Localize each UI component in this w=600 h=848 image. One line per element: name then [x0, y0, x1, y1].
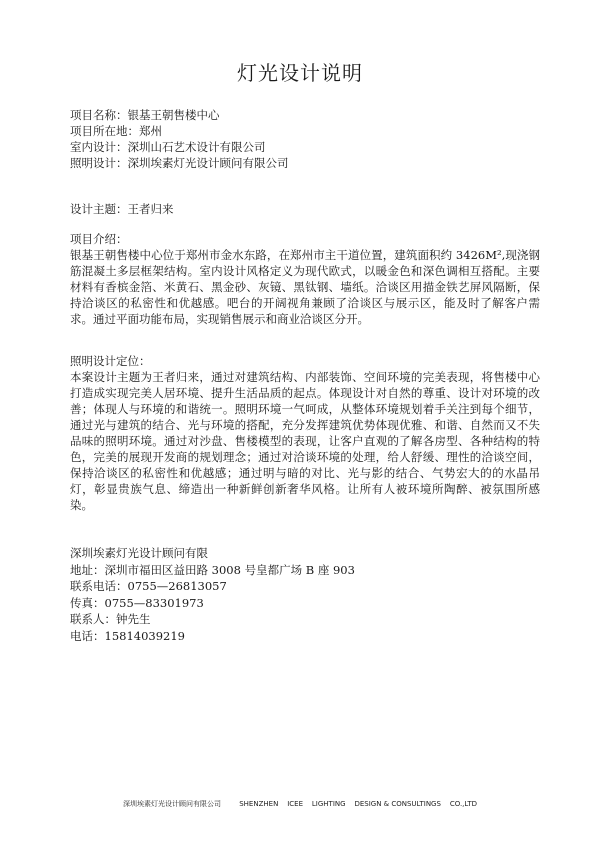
page-footer — [0, 799, 600, 809]
design-theme — [70, 201, 540, 217]
address: 地址：深圳市福田区益田路 3008 号皇都广场 B 座 903 — [70, 562, 355, 577]
lighting-positioning-body: 本案设计主题为王者归来，通过对建筑结构、内部装饰、空间环境的完美表现，将售楼中心打造成实现完美人居环境、提升生活品质的起点。体现设计对自然的尊重、设计对环境的改善；体现人与环境的和谐统一。照明环境一气呵成，从整体环境规划着手关注到每个细节，通过光与建筑的结合、光与环境的搭配，充分发挥建筑优势体现优雅、和谐、自然而又不失品味的照明环境。通过对沙盘、售楼模型的表现，让客户直观的了解各房型、各种结构的特色，完美的展现开发商的规划理念；通过对洽谈环境的处理，给人舒缓、理性的洽谈空间，保持洽谈区的私密性和优越感；通过明与暗的对比、光与影的结合、气势宏大的的水晶吊灯，彰显贵族气息、缔造出一种新鲜创新奢华风格。让所有人被环境所陶醉、被氛围所感染。 — [70, 370, 540, 512]
project-meta — [70, 107, 540, 171]
lighting-design: 照明设计：深圳埃素灯光设计顾问有限公司 — [70, 156, 289, 170]
project-intro — [70, 231, 540, 327]
company-name: 深圳埃素灯光设计顾问有限 — [70, 546, 208, 560]
contact-info — [70, 545, 540, 644]
interior-design: 室内设计：深圳山石艺术设计有限公司 — [70, 140, 266, 154]
page-title: 灯光设计说明 — [237, 61, 363, 85]
fax: 传真：0755—83301973 — [70, 595, 204, 610]
footer-company-en: SHENZHEN ICEE LIGHTING DESIGN & CONSULTINGS CO.,LTD — [239, 800, 477, 808]
lighting-positioning — [70, 353, 540, 513]
design-theme-text: 设计主题：王者归来 — [70, 202, 174, 216]
lighting-positioning-heading: 照明设计定位： — [70, 354, 151, 368]
project-name: 项目名称：银基王朝售楼中心 — [70, 108, 220, 122]
mobile: 电话：15814039219 — [70, 628, 185, 643]
project-intro-heading: 项目介绍： — [70, 232, 128, 246]
project-location: 项目所在地：郑州 — [70, 124, 162, 138]
phone: 联系电话：0755—26813057 — [70, 579, 227, 593]
project-intro-body: 银基王朝售楼中心位于郑州市金水东路，在郑州市主干道位置，建筑面积约 3426M²,现浇钢筋混凝土多层框架结构。室内设计风格定义为现代欧式，以暖金色和深色调相互搭配。主要材料有香槟金箔、米黄石、黑金砂、灰镜、黑钛钢、墙纸。洽谈区用描金铁艺屏风隔断，保持洽谈区的私密性和优越感。吧台的开阔视角兼顾了洽谈区与展示区，能及时了解客户需求。通过平面功能布局，实现销售展示和商业洽谈区分开。 — [70, 248, 540, 326]
footer-company-cn: 深圳埃素灯光设计顾问有限公司 — [122, 800, 221, 808]
contact-person: 联系人：钟先生 — [70, 612, 151, 626]
